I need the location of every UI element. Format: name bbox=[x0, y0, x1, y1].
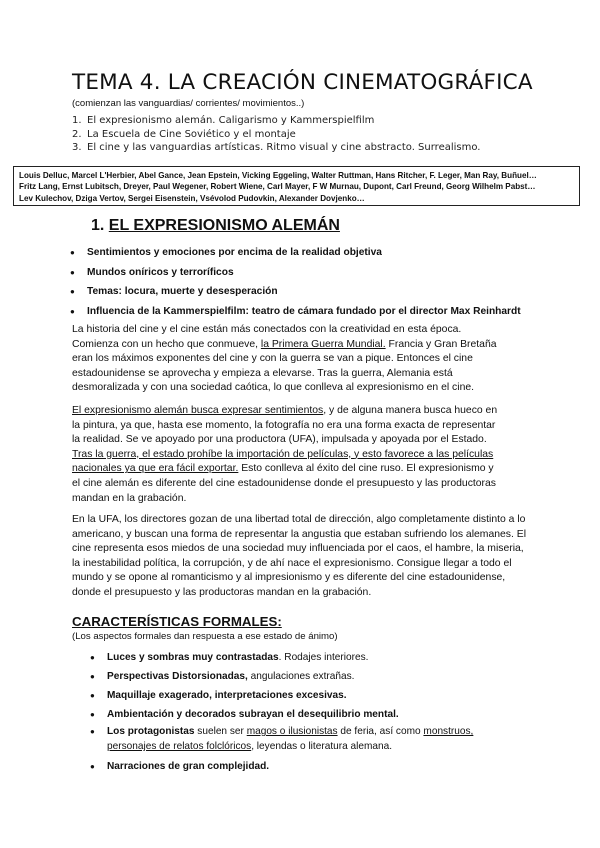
paragraph-expressionism: El expresionismo alemán busca expresar sentimientos, y de alguna manera busca hueco en la pintura, ya que, hasta ese momento, la fotografía no era una forma exacta de representar la realidad. Se ve apoyado por una productora (UFA), impulsada y apoyada por el Estado. Tras la guerra, el estado prohíbe la importación de películas, y esto favorece a las películas nacionales ya que era fácil exportar. Esto conlleva al éxito del cine ruso. El expresionismo y el cine alemán es diferente del cine estadounidense donde el presupuesto y las productoras mandan en la grabación. bbox=[72, 405, 498, 504]
toc-item: 3. El cine y las vanguardias artísticas. Ritmo visual y cine abstracto. Surrealismo. bbox=[72, 142, 481, 153]
page-subtitle: (comienzan las vanguardias/ corrientes/ movimientos..) bbox=[72, 98, 305, 109]
list-item: ● Ambientación y decorados subrayan el desequilibrio mental. bbox=[90, 705, 473, 724]
page-title: TEMA 4. LA CREACIÓN CINEMATOGRÁFICA bbox=[72, 70, 533, 95]
key-points-list bbox=[70, 243, 521, 321]
filmmakers-line: Louis Delluc, Marcel L'Herbier, Abel Gance, Jean Epstein, Vicking Eggeling, Walter Ruttman, Hans Ritcher, F. Leger, Man Ray, Buñuel… bbox=[19, 171, 537, 180]
section-heading: 1. EL EXPRESIONISMO ALEMÁN bbox=[91, 217, 340, 234]
filmmakers-line: Fritz Lang, Ernst Lubitsch, Dreyer, Paul Wegener, Robert Wiene, Carl Mayer, F W Murnau, Dupont, Carl Freund, Georg Wilhelm Pabst… bbox=[19, 182, 536, 192]
paragraph-history: La historia del cine y el cine están más conectados con la creatividad en esta época. Comienza con un hecho que conmueve, la Primera Guerra Mundial. Francia y Gran Bretaña eran los máximos exponentes del cine y con la guerra se van a pique. Entonces el cine estadounidense se aprovecha y empieza a elevarse. Tras la guerra, Alemania está desmoralizada y con una sociedad caótica, lo que conlleva al expresionismo en el cine. bbox=[72, 324, 497, 394]
filmmakers-box bbox=[13, 166, 580, 206]
filmmakers-line: Lev Kulechov, Dziga Vertov, Sergei Eisenstein, Vsévolod Pudovkin, Alexander Dovjenko… bbox=[19, 193, 365, 203]
paragraph-ufa: En la UFA, los directores gozan de una libertad total de dirección, algo completamente distinto a lo americano, y buscan una forma de representar la angustia que estaban sufriendo los alemanes. El cine representa esos miedos de una sociedad muy influenciada por el caos, el hambre, la miseria, la inestabilidad política, la corrupción, y de ahí nace el expresionismo. Consigue llegar a todo el mundo y se opone al romanticismo y al impresionismo y es diferente del cine estadounidense, donde el presupuesto y las productoras mandan en la grabación. bbox=[72, 514, 526, 598]
list-item: ● Los protagonistas suelen ser magos o ilusionistas de feria, así como monstruos, personajes de relatos folclóricos, leyendas o literatura alemana. bbox=[90, 724, 473, 757]
list-item: ● Influencia de la Kammerspielfilm: teatro de cámara fundado por el director Max Reinhardt bbox=[70, 302, 521, 322]
list-item: ● Luces y sombras muy contrastadas. Rodajes interiores. bbox=[90, 648, 473, 667]
toc-item: 2. La Escuela de Cine Soviético y el montaje bbox=[72, 128, 296, 140]
formal-characteristics-list bbox=[90, 648, 473, 776]
list-item: ● Maquillaje exagerado, interpretaciones excesivas. bbox=[90, 686, 473, 705]
list-item: ● Perspectivas Distorsionadas, angulaciones extrañas. bbox=[90, 667, 473, 686]
list-item: ● Temas: locura, muerte y desesperación bbox=[70, 282, 521, 302]
formal-characteristics-heading: CARACTERÍSTICAS FORMALES: bbox=[72, 614, 282, 629]
table-of-contents bbox=[72, 114, 480, 155]
list-item: ● Mundos oníricos y terroríficos bbox=[70, 263, 521, 283]
formal-characteristics-note: (Los aspectos formales dan respuesta a ese estado de ánimo) bbox=[72, 631, 338, 642]
toc-item: 1. El expresionismo alemán. Caligarismo y Kammerspielfilm bbox=[72, 115, 375, 126]
list-item: ● Narraciones de gran complejidad. bbox=[90, 757, 473, 776]
list-item: ● Sentimientos y emociones por encima de la realidad objetiva bbox=[70, 243, 521, 263]
